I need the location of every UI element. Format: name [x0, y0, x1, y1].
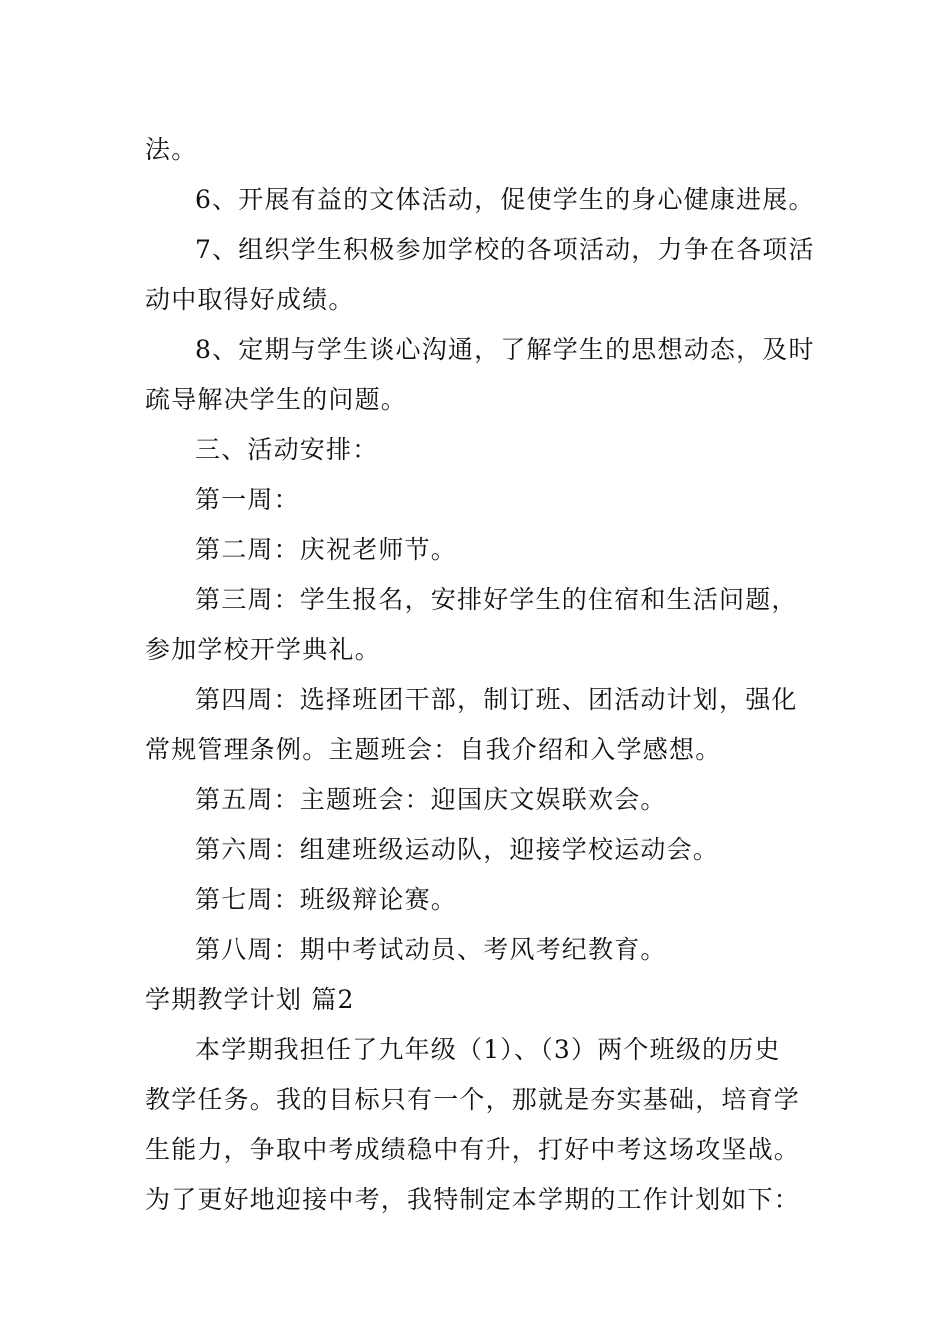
paragraph-line: 为了更好地迎接中考，我特制定本学期的工作计划如下：: [145, 1185, 801, 1214]
week-3: 第三周：学生报名，安排好学生的住宿和生活问题，: [195, 585, 798, 614]
week-8: 第八周：期中考试动员、考风考纪教育。: [195, 935, 667, 964]
text-line: 疏导解决学生的问题。: [145, 385, 408, 414]
text-line: 常规管理条例。主题班会：自我介绍和入学感想。: [145, 735, 722, 764]
week-1: 第一周：: [195, 485, 300, 514]
text-line: 动中取得好成绩。: [145, 285, 355, 314]
section-heading-activities: 三、活动安排：: [195, 435, 379, 464]
paragraph-line: 生能力，争取中考成绩稳中有升，打好中考这场攻坚战。: [145, 1135, 801, 1164]
paragraph-line: 本学期我担任了九年级（1）、（3）两个班级的历史: [195, 1035, 781, 1064]
text-line: 参加学校开学典礼。: [145, 635, 381, 664]
list-item-7: 7、组织学生积极参加学校的各项活动，力争在各项活: [195, 235, 815, 264]
paragraph-line: 教学任务。我的目标只有一个，那就是夯实基础，培育学: [145, 1085, 801, 1114]
week-4: 第四周：选择班团干部，制订班、团活动计划，强化: [195, 685, 798, 714]
list-item-8: 8、定期与学生谈心沟通，了解学生的思想动态，及时: [195, 335, 815, 364]
week-5: 第五周：主题班会：迎国庆文娱联欢会。: [195, 785, 667, 814]
text-line: 法。: [145, 135, 198, 164]
week-7: 第七周：班级辩论赛。: [195, 885, 458, 914]
article-title: 学期教学计划 篇2: [145, 985, 355, 1014]
week-6: 第六周：组建班级运动队，迎接学校运动会。: [195, 835, 720, 864]
list-item-6: 6、开展有益的文体活动，促使学生的身心健康进展。: [195, 185, 815, 214]
week-2: 第二周：庆祝老师节。: [195, 535, 458, 564]
